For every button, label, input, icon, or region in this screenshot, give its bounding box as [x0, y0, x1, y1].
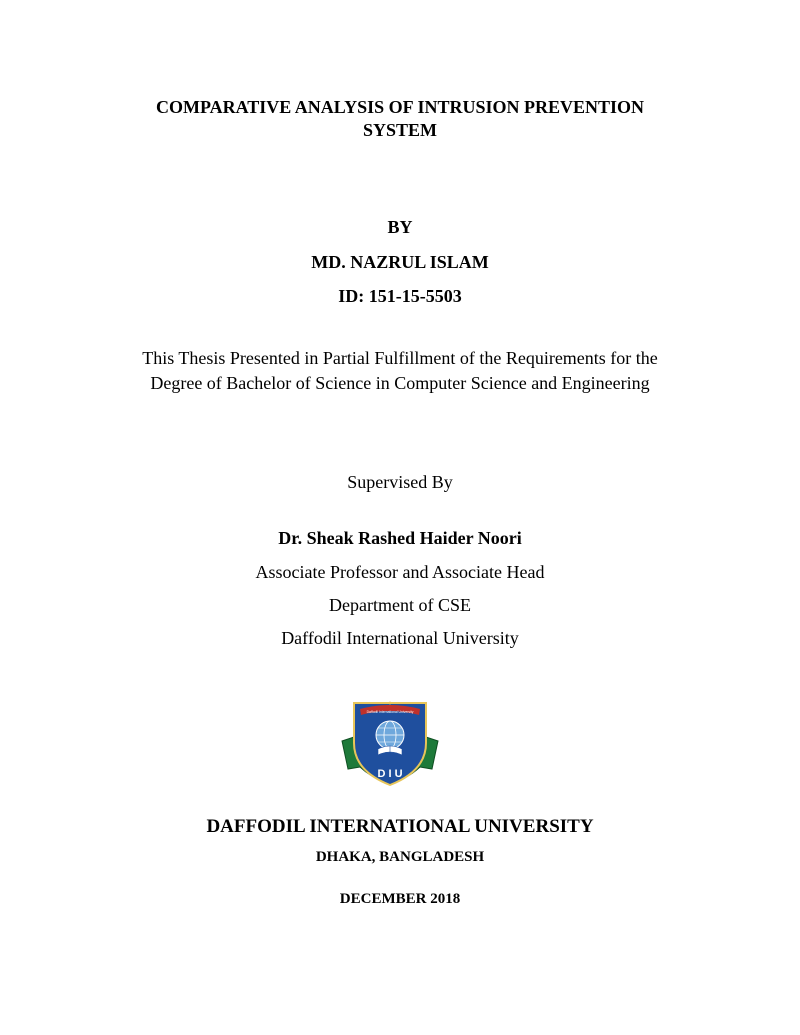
supervisor-name: Dr. Sheak Rashed Haider Noori: [278, 528, 522, 548]
logo-banner-text: Daffodil International University: [366, 710, 414, 714]
supervisor-department: Department of CSE: [329, 595, 471, 615]
logo-letters: D I U: [377, 768, 403, 780]
supervisor-institution: Daffodil International University: [281, 628, 519, 648]
submission-date: DECEMBER 2018: [339, 891, 461, 907]
author-name: MD. NAZRUL ISLAM: [311, 252, 489, 272]
supervised-by-label: Supervised By: [347, 472, 453, 492]
student-id: ID: 151-15-5503: [338, 286, 462, 306]
location: DHAKA, BANGLADESH: [315, 849, 485, 865]
diu-logo: [340, 697, 440, 793]
thesis-title-line-1: COMPARATIVE ANALYSIS OF INTRUSION PREVENTION: [155, 97, 645, 117]
university-name: DAFFODIL INTERNATIONAL UNIVERSITY: [206, 816, 594, 837]
thesis-statement-line-2: Degree of Bachelor of Science in Computer Science and Engineering: [150, 373, 650, 393]
supervisor-designation: Associate Professor and Associate Head: [255, 562, 545, 582]
by-label: BY: [387, 217, 413, 237]
thesis-title-line-2: SYSTEM: [362, 120, 438, 140]
thesis-statement-line-1: This Thesis Presented in Partial Fulfillment of the Requirements for the: [142, 348, 658, 368]
